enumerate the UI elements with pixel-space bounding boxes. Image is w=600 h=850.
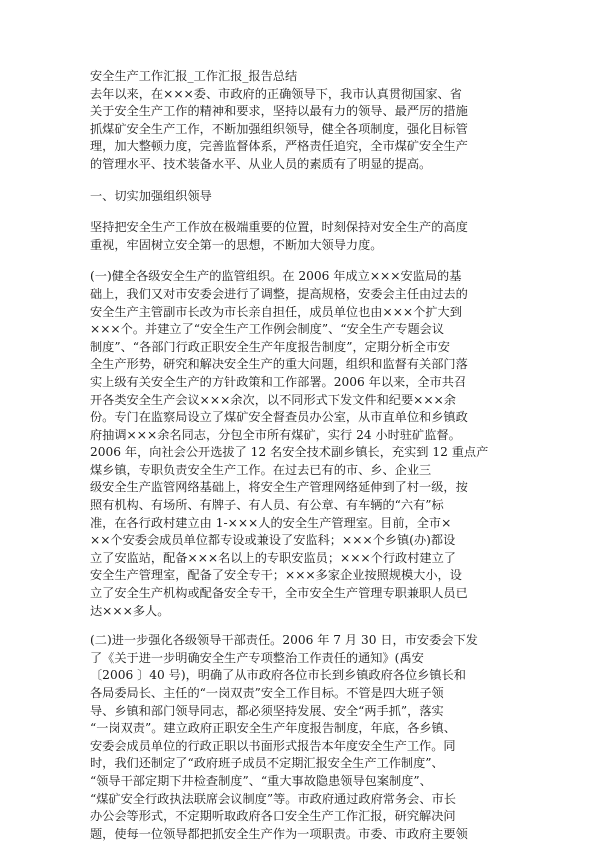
text-line: ×××个。并建立了“安全生产工作例会制度”、“安全生产专题会议	[90, 322, 445, 337]
text-line: 照有机构、有场所、有牌子、有人员、有公章、有车辆的“六有”标	[90, 498, 444, 513]
text-line: 〔2006 〕40 号)，明确了从市政府各位市长到乡镇政府各位乡镇长和	[90, 668, 466, 683]
text-line: 坚持把安全生产工作放在极端重要的位置，时刻保持对安全生产的高度	[90, 220, 468, 235]
text-line: 开各类安全生产会议×××余次，以不同形式下发文件和纪要×××余	[90, 392, 456, 407]
text-line: 导、乡镇和部门领导同志，都必须坚持发展、安全“两手抓”，落实	[90, 703, 444, 718]
text-line: 实上级有关安全生产的方针政策和工作部署。2006 年以来，全市共召	[90, 374, 467, 389]
section-heading: 一、切实加强组织领导	[90, 188, 212, 203]
text-line: 安委会成员单位的行政正职以书面形式报告本年度安全生产工作。同	[90, 738, 456, 753]
text-line: 重视，牢固树立安全第一的思想，不断加大领导力度。	[90, 237, 383, 252]
text-line: 全生产形势，研究和解决安全生产的重大问题，组织和监督有关部门落	[90, 357, 468, 372]
text-line: (二)进一步强化各级领导干部责任。2006 年 7 月 30 日，市安委会下发	[90, 633, 478, 648]
text-line: ××个安委会成员单位都专设或兼设了安监科；×××个乡镇(办)都设	[90, 533, 456, 548]
text-line: 础上，我们又对市安委会进行了调整，提高规格，安委会主任由过去的	[90, 286, 468, 301]
section-lead-paragraph	[90, 219, 522, 254]
text-line: 制度”、“各部门行政正职安全生产年度报告制度”，定期分析全市安	[90, 339, 450, 354]
text-line: 级安全生产监管网络基础上，将安全生产管理网络延伸到了村一级，按	[90, 480, 468, 495]
text-line: 的管理水平、技术装备水平、从业人员的素质有了明显的提高。	[90, 156, 432, 171]
text-line: 安全生产管理室，配备了安全专干；×××多家企业按照规模大小，设	[90, 568, 462, 583]
text-line: 准，在各行政村建立由 1-×××人的安全生产管理室。目前，全市×	[90, 515, 452, 530]
text-line: 2006 年，向社会公开选拔了 12 名安全技术副乡镇长，充实到 12 重点产	[90, 445, 489, 460]
subsection-1-paragraph	[90, 268, 522, 620]
text-line: 抓煤矿安全生产工作，不断加强组织领导，健全各项制度，强化目标管	[90, 121, 468, 136]
text-line: 府抽调×××余名同志，分包全市所有煤矿，实行 24 小时驻矿监督。	[90, 427, 461, 442]
text-line: 时，我们还制定了“政府班子成员不定期汇报安全生产工作制度”、	[90, 756, 444, 771]
text-line: 办公会等形式，不定期听取政府各口安全生产工作汇报，研究解决问	[90, 809, 456, 824]
text-line: 各局委局长、主任的“一岗双责”安全工作目标。不管是四大班子领	[90, 686, 444, 700]
text-line: 立了安全生产机构或配备安全专干，全市安全生产管理专职兼职人员已	[90, 586, 468, 601]
text-line: 去年以来，在×××委、市政府的正确领导下，我市认真贯彻国家、省	[90, 86, 462, 101]
text-line: 份。专门在监察局设立了煤矿安全督查员办公室，从市直单位和乡镇政	[90, 410, 468, 425]
text-line: 了《关于进一步明确安全生产专项整治工作责任的通知》(禹安	[90, 650, 424, 665]
intro-paragraph	[90, 86, 522, 174]
document-page	[90, 68, 522, 843]
text-line: “领导干部定期下井检查制度”、“重大事故隐患领导包案制度”、	[90, 773, 432, 788]
text-line: “一岗双责”。建立政府正职安全生产年度报告制度，年底，各乡镇、	[90, 721, 456, 736]
text-line: 安全生产主管副市长改为市长亲自担任，成员单位也由×××个扩大到	[90, 304, 462, 319]
text-line: 题，使每一位领导都把抓安全生产作为一项职责。市委、市政府主要领	[90, 826, 468, 841]
text-line: 理，加大整顿力度，完善监督体系，严格责任追究，全市煤矿安全生产	[90, 139, 468, 154]
text-line: 达×××多人。	[90, 603, 170, 618]
text-line: 煤乡镇，专职负责安全生产工作。在过去已有的市、乡、企业三	[90, 462, 432, 477]
text-line: “煤矿安全行政执法联席会议制度”等。市政府通过政府常务会、市长	[90, 791, 456, 806]
text-line: (一)健全各级安全生产的监管组织。在 2006 年成立×××安监局的基	[90, 269, 462, 284]
document-title: 安全生产工作汇报_工作汇报_报告总结	[90, 69, 298, 83]
subsection-2-paragraph	[90, 632, 522, 843]
text-line: 立了安监站，配备×××名以上的专职安监员；×××个行政村建立了	[90, 550, 456, 565]
text-line: 关于安全生产工作的精神和要求，坚持以最有力的领导、最严厉的措施	[90, 104, 468, 119]
